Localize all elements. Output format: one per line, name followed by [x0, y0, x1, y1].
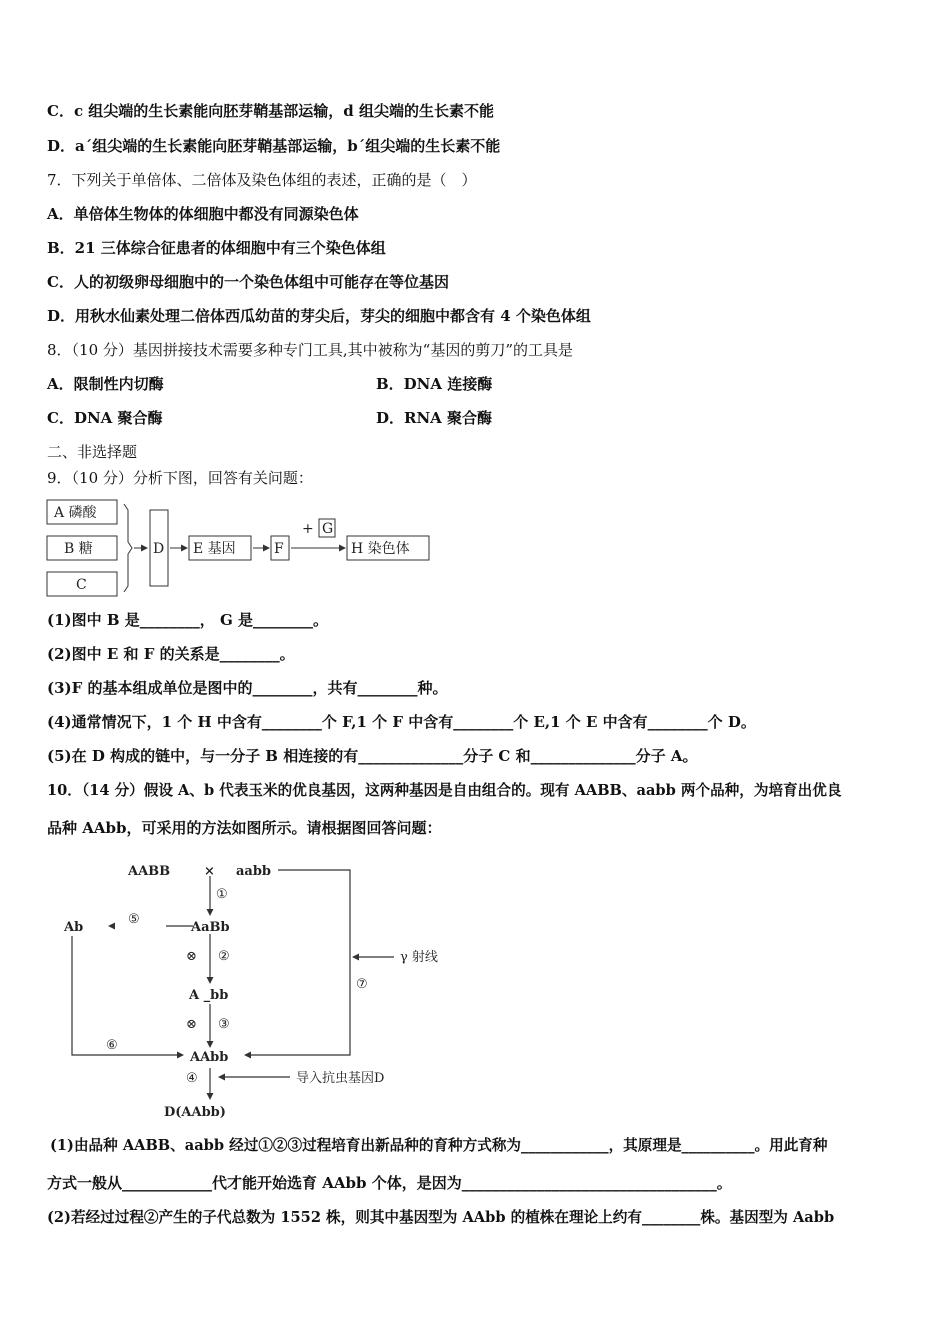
- label-g: G: [322, 521, 334, 537]
- gamma-ray-label: γ 射线: [400, 950, 438, 965]
- q7-stem: 7．下列关于单倍体、二倍体及染色体组的表述，正确的是（ ）: [47, 171, 477, 189]
- q9-sub1: (1)图中 B 是________， G 是________。: [47, 611, 329, 629]
- f1-aabb: AaBb: [191, 920, 230, 935]
- label-plus: +: [302, 521, 314, 537]
- q10-stem-line2: 品种 AAbb，可采用的方法如图所示。请根据图回答问题：: [47, 819, 442, 837]
- q8-option-d: D．RNA 聚合酶: [376, 409, 493, 427]
- q8-option-b: B．DNA 连接酶: [376, 375, 493, 393]
- step-1: ①: [216, 887, 228, 902]
- label-f: F: [274, 541, 284, 557]
- step-7: ⑦: [356, 977, 368, 992]
- step-2: ②: [218, 949, 230, 964]
- target-aabb: AAbb: [190, 1050, 229, 1065]
- section-title: 二、非选择题: [47, 443, 138, 461]
- import-gene-label: 导入抗虫基因D: [296, 1071, 385, 1086]
- q10-stem-line1: 10．（14 分）假设 A、b 代表玉米的优良基因，这两种基因是自由组合的。现有 AABB、aabb 两个品种，为培育出优良: [47, 782, 842, 799]
- selfing-1: ⊗: [186, 949, 197, 964]
- label-b: B 糖: [64, 541, 93, 557]
- q7-option-a: A．单倍体生物体的体细胞中都没有同源染色体: [47, 205, 359, 223]
- q7-option-b: B．21 三体综合征患者的体细胞中有三个染色体组: [47, 239, 386, 257]
- q6-option-d: D．a´组尖端的生长素能向胚芽鞘基部运输，b´组尖端的生长素不能: [47, 137, 501, 155]
- q9-sub4: (4)通常情况下，1 个 H 中含有________个 F,1 个 F 中含有________个 E,1 个 E 中含有________个 D。: [47, 713, 756, 731]
- q8-option-a: A．限制性内切酶: [47, 375, 164, 393]
- label-h: H 染色体: [351, 541, 410, 557]
- q8-option-c: C．DNA 聚合酶: [47, 409, 163, 427]
- q7-option-c: C．人的初级卵母细胞中的一个染色体组中可能存在等位基因: [47, 273, 449, 291]
- step-6: ⑥: [106, 1038, 118, 1053]
- q9-sub3: (3)F 的基本组成单位是图中的________，共有________种。: [47, 679, 448, 697]
- selfing-2: ⊗: [186, 1017, 197, 1032]
- result-d-aabb: D(AAbb): [164, 1105, 226, 1118]
- step-3: ③: [218, 1017, 230, 1032]
- q6-option-c: C．c 组尖端的生长素能向胚芽鞘基部运输，d 组尖端的生长素不能: [47, 102, 495, 120]
- step-4: ④: [186, 1071, 198, 1086]
- q9-sub2: (2)图中 E 和 F 的关系是________。: [47, 645, 295, 663]
- label-c: C: [76, 577, 87, 593]
- q9-diagram: [44, 494, 444, 602]
- parent-aabb: AABB: [128, 864, 171, 879]
- label-a: A 磷酸: [54, 505, 97, 521]
- q10-sub1-line2: 方式一般从____________代才能开始选育 AAbb 个体，是因为__________________________________。: [47, 1174, 732, 1192]
- q7-option-d: D．用秋水仙素处理二倍体西瓜幼苗的芽尖后，芽尖的细胞中都含有 4 个染色体组: [47, 307, 591, 325]
- a-bb: A _bb: [189, 988, 229, 1003]
- q10-diagram: [58, 856, 478, 1118]
- q9-stem: 9．（10 分）分析下图，回答有关问题：: [47, 469, 313, 487]
- q10-sub1-line1: (1)由品种 AABB、aabb 经过①②③过程培育出新品种的育种方式称为____________，其原理是__________。用此育种: [50, 1137, 828, 1154]
- haploid-ab: Ab: [64, 920, 84, 935]
- label-d: D: [153, 541, 165, 557]
- label-e: E 基因: [193, 541, 236, 557]
- q10-sub2: (2)若经过过程②产生的子代总数为 1552 株，则其中基因型为 AAbb 的植株在理论上约有________株。基因型为 Aabb: [47, 1209, 835, 1226]
- q8-stem: 8．（10 分）基因拼接技术需要多种专门工具,其中被称为“基因的剪刀”的工具是: [47, 341, 574, 359]
- step-5: ⑤: [128, 912, 140, 927]
- cross-sign: ×: [204, 864, 215, 879]
- parent-aabb-recessive: aabb: [236, 864, 272, 879]
- q9-sub5: (5)在 D 构成的链中，与一分子 B 相连接的有______________分子 C 和______________分子 A。: [47, 747, 698, 765]
